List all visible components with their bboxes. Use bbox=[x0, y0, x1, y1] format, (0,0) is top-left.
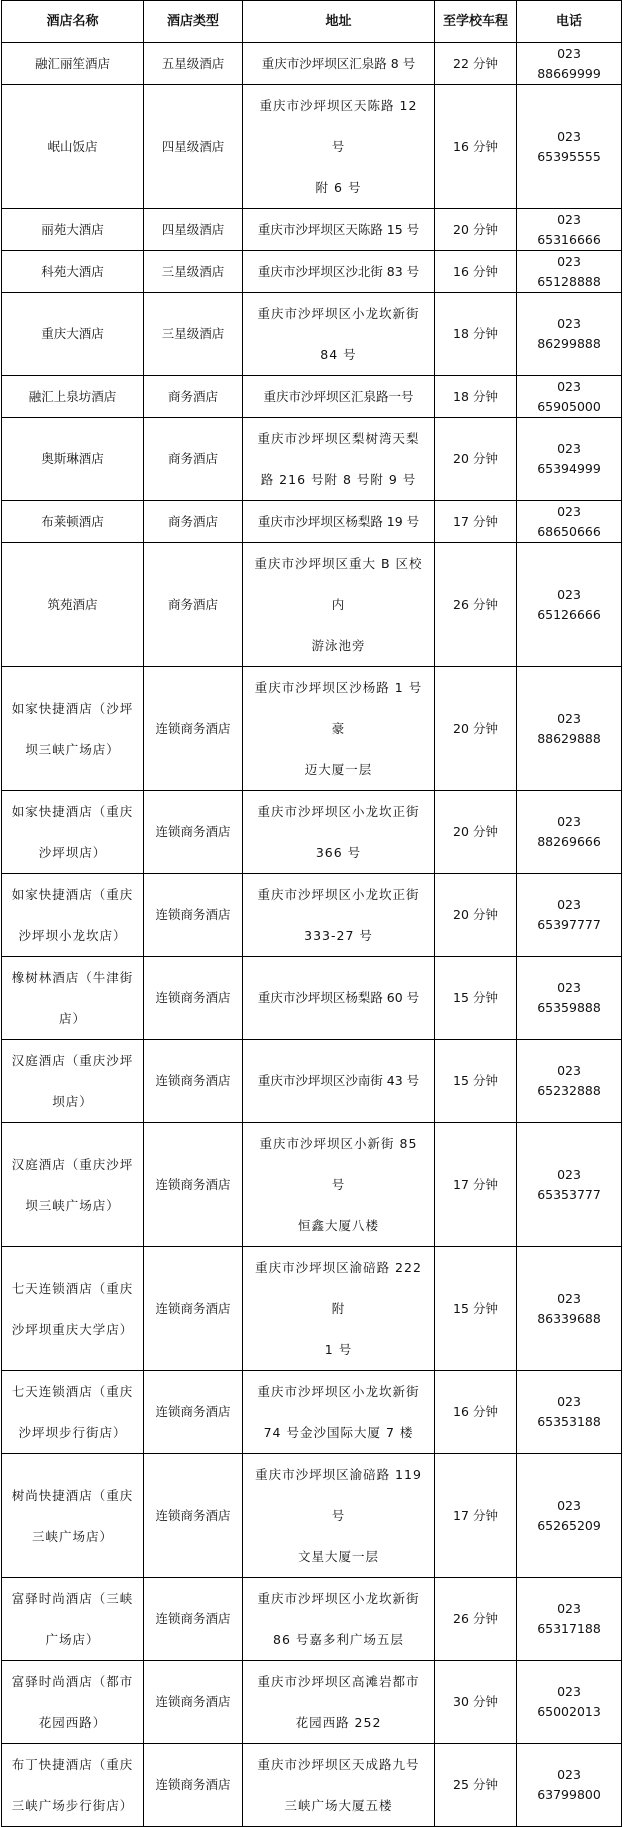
travel-time bbox=[435, 209, 517, 251]
hotel-name bbox=[2, 667, 144, 791]
phone-line: 023 65905000 bbox=[537, 378, 601, 414]
hotel-name-line: 沙坪坝店） bbox=[38, 845, 107, 860]
hotel-type bbox=[144, 85, 243, 209]
hotel-name bbox=[2, 1661, 144, 1744]
table-row bbox=[2, 376, 622, 418]
hotel-name bbox=[2, 293, 144, 376]
hotel-name-line: 重庆大酒店 bbox=[41, 326, 104, 341]
travel-time-line: 22 分钟 bbox=[453, 55, 498, 71]
hotel-type-line: 商务酒店 bbox=[167, 596, 218, 612]
table-row bbox=[2, 418, 622, 501]
hotel-name-line: 沙坪坝重庆大学店） bbox=[11, 1321, 134, 1337]
header-name: 酒店名称 bbox=[2, 1, 144, 43]
travel-time bbox=[435, 1123, 517, 1247]
hotel-name-line: 花园西路） bbox=[38, 1715, 107, 1730]
hotel-name-line: 汉庭酒店（重庆沙坪 bbox=[11, 1053, 134, 1068]
phone bbox=[517, 1578, 622, 1661]
hotel-address-line: 重庆市沙坪坝区汇泉路 8 号 bbox=[261, 55, 416, 71]
travel-time-line: 15 分钟 bbox=[453, 1300, 498, 1316]
hotel-name bbox=[2, 43, 144, 85]
travel-time-line: 17 分钟 bbox=[453, 1176, 498, 1192]
phone-line: 023 65128888 bbox=[537, 253, 601, 289]
hotel-type-line: 连锁商务酒店 bbox=[155, 720, 231, 736]
phone-line: 023 86299888 bbox=[537, 316, 601, 351]
hotel-name-line: 奥斯琳酒店 bbox=[41, 451, 104, 466]
hotel-address-line: 花园西路 252 bbox=[295, 1715, 382, 1730]
header-type: 酒店类型 bbox=[144, 1, 243, 43]
hotel-address-line: 路 216 号附 8 号附 9 号 bbox=[260, 472, 417, 487]
hotel-type bbox=[144, 1371, 243, 1454]
hotel-name bbox=[2, 957, 144, 1040]
travel-time-line: 20 分钟 bbox=[453, 221, 498, 237]
hotel-type bbox=[144, 1040, 243, 1123]
travel-time bbox=[435, 543, 517, 667]
hotel-address-line: 恒鑫大厦八楼 bbox=[297, 1218, 379, 1233]
hotel-address-line: 重庆市沙坪坝区沙南街 43 号 bbox=[257, 1073, 420, 1088]
phone bbox=[517, 1371, 622, 1454]
travel-time-line: 20 分钟 bbox=[453, 451, 498, 466]
hotel-type bbox=[144, 376, 243, 418]
phone bbox=[517, 43, 622, 85]
travel-time bbox=[435, 667, 517, 791]
hotel-address-line: 重庆市沙坪坝区天陈路 15 号 bbox=[257, 221, 420, 237]
table-row bbox=[2, 791, 622, 874]
phone bbox=[517, 874, 622, 957]
hotel-type-line: 连锁商务酒店 bbox=[155, 824, 231, 839]
hotel-address-line: 重庆市沙坪坝区天陈路 12 号 bbox=[259, 98, 418, 154]
hotel-type-line: 商务酒店 bbox=[167, 451, 218, 466]
phone-line: 023 65397777 bbox=[537, 897, 601, 932]
travel-time-line: 16 分钟 bbox=[453, 263, 498, 279]
hotel-address-line: 重庆市沙坪坝区渝碚路 119 号 bbox=[255, 1467, 422, 1523]
travel-time-line: 17 分钟 bbox=[453, 513, 498, 529]
hotel-address-line: 重庆市沙坪坝区杨梨路 60 号 bbox=[257, 990, 420, 1005]
hotel-name-line: 广场店） bbox=[45, 1632, 100, 1647]
hotel-name-line: 如家快捷酒店（重庆 bbox=[11, 887, 134, 902]
hotel-type-line: 五星级酒店 bbox=[161, 55, 225, 71]
hotel-address bbox=[243, 251, 435, 293]
hotel-address bbox=[243, 957, 435, 1040]
hotel-type-line: 连锁商务酒店 bbox=[155, 1176, 231, 1192]
hotel-name-line: 坝店） bbox=[52, 1094, 93, 1109]
phone-line: 023 65265209 bbox=[537, 1497, 601, 1533]
hotel-address-line: 86 号嘉多利广场五层 bbox=[273, 1632, 404, 1647]
travel-time-line: 17 分钟 bbox=[453, 1507, 498, 1523]
table-row bbox=[2, 1578, 622, 1661]
phone bbox=[517, 543, 622, 667]
hotel-name-line: 七天连锁酒店（重庆 bbox=[11, 1280, 134, 1296]
hotel-address bbox=[243, 667, 435, 791]
travel-time-line: 25 分钟 bbox=[453, 1777, 498, 1792]
hotel-type bbox=[144, 1247, 243, 1371]
hotel-type bbox=[144, 1661, 243, 1744]
hotel-type bbox=[144, 43, 243, 85]
hotel-type bbox=[144, 209, 243, 251]
hotel-name-line: 丽苑大酒店 bbox=[41, 221, 104, 237]
hotel-name-line: 坝三峡广场店） bbox=[25, 741, 120, 757]
phone-line: 023 65232888 bbox=[537, 1063, 601, 1098]
phone bbox=[517, 1454, 622, 1578]
phone-line: 023 63799800 bbox=[537, 1767, 601, 1802]
table-row bbox=[2, 501, 622, 543]
hotel-address bbox=[243, 1578, 435, 1661]
hotel-type bbox=[144, 1744, 243, 1827]
phone bbox=[517, 1247, 622, 1371]
hotel-address-line: 1 号 bbox=[324, 1342, 353, 1357]
hotel-address-line: 重庆市沙坪坝区小龙坎新街 bbox=[257, 1591, 420, 1606]
hotel-type-line: 连锁商务酒店 bbox=[155, 1777, 231, 1792]
header-row bbox=[2, 1, 622, 43]
phone-line: 023 65002013 bbox=[537, 1684, 601, 1719]
hotel-name-line: 融汇上泉坊酒店 bbox=[28, 388, 117, 404]
phone-line: 023 65394999 bbox=[537, 441, 601, 476]
hotel-address bbox=[243, 1454, 435, 1578]
travel-time-line: 18 分钟 bbox=[453, 326, 498, 341]
travel-time bbox=[435, 957, 517, 1040]
hotel-address-line: 迈大厦一层 bbox=[304, 762, 373, 777]
travel-time-line: 26 分钟 bbox=[453, 596, 498, 612]
hotel-address bbox=[243, 1744, 435, 1827]
travel-time-line: 16 分钟 bbox=[453, 1404, 498, 1419]
hotel-address-line: 重庆市沙坪坝区小新街 85 号 bbox=[259, 1136, 418, 1192]
hotel-type bbox=[144, 874, 243, 957]
travel-time-line: 20 分钟 bbox=[453, 824, 498, 839]
hotel-type-line: 商务酒店 bbox=[167, 513, 218, 529]
travel-time bbox=[435, 1578, 517, 1661]
table-row bbox=[2, 1744, 622, 1827]
hotel-address-line: 84 号 bbox=[320, 347, 357, 362]
hotel-name-line: 如家快捷酒店（重庆 bbox=[11, 804, 134, 819]
hotel-name bbox=[2, 874, 144, 957]
table-row bbox=[2, 85, 622, 209]
hotel-address-line: 重庆市沙坪坝区小龙坎新街 bbox=[257, 1384, 420, 1399]
phone bbox=[517, 501, 622, 543]
table-row bbox=[2, 543, 622, 667]
hotel-address bbox=[243, 501, 435, 543]
hotel-address bbox=[243, 1661, 435, 1744]
hotel-name-line: 富驿时尚酒店（三峡 bbox=[11, 1591, 134, 1606]
table-row bbox=[2, 251, 622, 293]
hotel-type-line: 四星级酒店 bbox=[161, 221, 225, 237]
hotel-type bbox=[144, 1578, 243, 1661]
hotel-type-line: 连锁商务酒店 bbox=[155, 1300, 231, 1316]
hotel-name bbox=[2, 418, 144, 501]
hotel-name-line: 沙坪坝小龙坎店） bbox=[18, 928, 127, 943]
hotel-address-line: 重庆市沙坪坝区天成路九号 bbox=[257, 1757, 420, 1772]
hotel-type bbox=[144, 501, 243, 543]
phone bbox=[517, 85, 622, 209]
hotel-address-line: 重庆市沙坪坝区汇泉路一号 bbox=[263, 388, 414, 404]
hotel-address-line: 重庆市沙坪坝区梨树湾天梨 bbox=[257, 431, 420, 446]
travel-time-line: 15 分钟 bbox=[453, 990, 498, 1005]
phone bbox=[517, 957, 622, 1040]
phone-line: 023 88269666 bbox=[537, 814, 601, 849]
hotel-address-line: 重庆市沙坪坝区小龙坎新街 bbox=[257, 306, 420, 321]
hotel-address-line: 重庆市沙坪坝区高滩岩都市 bbox=[257, 1674, 420, 1689]
hotel-address bbox=[243, 1123, 435, 1247]
travel-time bbox=[435, 1454, 517, 1578]
table-row bbox=[2, 957, 622, 1040]
travel-time bbox=[435, 1371, 517, 1454]
hotel-name bbox=[2, 1578, 144, 1661]
hotel-name-line: 橡树林酒店（牛津街 bbox=[11, 970, 134, 985]
hotel-address-line: 重庆市沙坪坝区杨梨路 19 号 bbox=[257, 513, 420, 529]
hotel-type-line: 三星级酒店 bbox=[161, 326, 225, 341]
hotel-name-line: 三峡广场店） bbox=[31, 1528, 113, 1544]
hotel-name-line: 科苑大酒店 bbox=[41, 263, 104, 279]
hotel-name-line: 如家快捷酒店（沙坪 bbox=[11, 700, 134, 716]
phone-line: 023 65395555 bbox=[537, 128, 601, 164]
travel-time bbox=[435, 251, 517, 293]
table-row bbox=[2, 209, 622, 251]
hotel-name-line: 富驿时尚酒店（都市 bbox=[11, 1674, 134, 1689]
hotel-name-line: 筑苑酒店 bbox=[47, 596, 98, 612]
hotel-name bbox=[2, 1247, 144, 1371]
table-row bbox=[2, 1123, 622, 1247]
hotel-type-line: 商务酒店 bbox=[167, 388, 218, 404]
hotel-address-line: 重庆市沙坪坝区重大 B 区校内 bbox=[254, 556, 423, 612]
travel-time bbox=[435, 43, 517, 85]
hotel-name bbox=[2, 376, 144, 418]
travel-time bbox=[435, 85, 517, 209]
travel-time bbox=[435, 1247, 517, 1371]
travel-time-line: 20 分钟 bbox=[453, 720, 498, 736]
hotel-name-line: 店） bbox=[58, 1011, 86, 1026]
table-row bbox=[2, 874, 622, 957]
header-address: 地址 bbox=[243, 1, 435, 43]
hotel-address bbox=[243, 1040, 435, 1123]
travel-time-line: 15 分钟 bbox=[453, 1073, 498, 1088]
hotel-address bbox=[243, 1371, 435, 1454]
hotel-address-line: 366 号 bbox=[315, 845, 362, 860]
travel-time-line: 26 分钟 bbox=[453, 1611, 498, 1626]
hotel-address-line: 重庆市沙坪坝区渝碚路 222 附 bbox=[255, 1260, 422, 1316]
hotel-name-line: 坝三峡广场店） bbox=[25, 1197, 120, 1213]
phone bbox=[517, 1123, 622, 1247]
table-row bbox=[2, 1661, 622, 1744]
hotel-type bbox=[144, 543, 243, 667]
hotel-table bbox=[1, 0, 622, 1827]
phone-line: 023 65316666 bbox=[537, 211, 601, 247]
hotel-name bbox=[2, 791, 144, 874]
hotel-address-line: 重庆市沙坪坝区小龙坎正街 bbox=[257, 804, 420, 819]
hotel-type-line: 三星级酒店 bbox=[161, 263, 225, 279]
hotel-address bbox=[243, 85, 435, 209]
hotel-name-line: 布丁快捷酒店（重庆 bbox=[11, 1757, 134, 1772]
hotel-name-line: 七天连锁酒店（重庆 bbox=[11, 1384, 134, 1399]
travel-time bbox=[435, 293, 517, 376]
phone-line: 023 88629888 bbox=[537, 710, 601, 746]
table-row bbox=[2, 667, 622, 791]
travel-time-line: 16 分钟 bbox=[453, 138, 498, 154]
hotel-address-line: 333-27 号 bbox=[304, 928, 373, 943]
phone-line: 023 86339688 bbox=[537, 1290, 601, 1326]
hotel-type bbox=[144, 418, 243, 501]
hotel-name bbox=[2, 85, 144, 209]
hotel-address-line: 游泳池旁 bbox=[311, 638, 366, 653]
hotel-address-line: 附 6 号 bbox=[315, 180, 362, 195]
table-row bbox=[2, 1371, 622, 1454]
table-row bbox=[2, 43, 622, 85]
phone-line: 023 65317188 bbox=[537, 1601, 601, 1636]
phone-line: 023 68650666 bbox=[537, 503, 601, 539]
hotel-address-line: 重庆市沙坪坝区沙北街 83 号 bbox=[257, 263, 420, 279]
header-phone: 电话 bbox=[517, 1, 622, 43]
hotel-type-line: 连锁商务酒店 bbox=[155, 1611, 231, 1626]
travel-time-line: 18 分钟 bbox=[453, 388, 498, 404]
hotel-type bbox=[144, 791, 243, 874]
phone bbox=[517, 251, 622, 293]
travel-time bbox=[435, 1661, 517, 1744]
phone-line: 023 65359888 bbox=[537, 980, 601, 1015]
phone-line: 023 65353777 bbox=[537, 1166, 601, 1202]
hotel-type-line: 连锁商务酒店 bbox=[155, 1073, 231, 1088]
hotel-type-line: 连锁商务酒店 bbox=[155, 990, 231, 1005]
hotel-address-line: 文星大厦一层 bbox=[297, 1549, 379, 1564]
hotel-name-line: 汉庭酒店（重庆沙坪 bbox=[11, 1156, 134, 1172]
hotel-address bbox=[243, 1247, 435, 1371]
hotel-type-line: 连锁商务酒店 bbox=[155, 1694, 231, 1709]
hotel-name-line: 沙坪坝步行街店） bbox=[18, 1425, 127, 1440]
phone bbox=[517, 1040, 622, 1123]
hotel-name-line: 三峡广场步行街店） bbox=[11, 1798, 134, 1813]
hotel-address bbox=[243, 791, 435, 874]
hotel-type bbox=[144, 667, 243, 791]
travel-time bbox=[435, 376, 517, 418]
hotel-type-line: 连锁商务酒店 bbox=[155, 1507, 231, 1523]
hotel-name bbox=[2, 543, 144, 667]
hotel-address bbox=[243, 874, 435, 957]
table-row bbox=[2, 1040, 622, 1123]
phone bbox=[517, 791, 622, 874]
phone bbox=[517, 1661, 622, 1744]
hotel-type bbox=[144, 293, 243, 376]
hotel-name bbox=[2, 1040, 144, 1123]
hotel-address bbox=[243, 293, 435, 376]
phone-line: 023 65126666 bbox=[537, 586, 601, 622]
travel-time-line: 20 分钟 bbox=[453, 907, 498, 922]
hotel-address bbox=[243, 543, 435, 667]
hotel-address bbox=[243, 376, 435, 418]
phone-line: 023 88669999 bbox=[537, 45, 601, 81]
hotel-type-line: 连锁商务酒店 bbox=[155, 907, 231, 922]
hotel-type bbox=[144, 957, 243, 1040]
travel-time bbox=[435, 791, 517, 874]
phone bbox=[517, 209, 622, 251]
travel-time bbox=[435, 418, 517, 501]
phone bbox=[517, 418, 622, 501]
phone bbox=[517, 376, 622, 418]
phone bbox=[517, 293, 622, 376]
hotel-type bbox=[144, 1454, 243, 1578]
travel-time bbox=[435, 1040, 517, 1123]
hotel-address-line: 重庆市沙坪坝区小龙坎正街 bbox=[257, 887, 420, 902]
hotel-address-line: 三峡广场大厦五楼 bbox=[284, 1798, 393, 1813]
hotel-name-line: 岷山饭店 bbox=[47, 138, 98, 154]
hotel-address bbox=[243, 418, 435, 501]
hotel-type bbox=[144, 1123, 243, 1247]
travel-time bbox=[435, 1744, 517, 1827]
hotel-address bbox=[243, 43, 435, 85]
phone bbox=[517, 667, 622, 791]
table-row bbox=[2, 1247, 622, 1371]
hotel-name bbox=[2, 1123, 144, 1247]
hotel-address-line: 重庆市沙坪坝区沙杨路 1 号豪 bbox=[254, 680, 423, 736]
hotel-name bbox=[2, 251, 144, 293]
hotel-address-line: 74 号金沙国际大厦 7 楼 bbox=[263, 1425, 414, 1440]
hotel-type bbox=[144, 251, 243, 293]
hotel-name-line: 布莱顿酒店 bbox=[41, 513, 104, 529]
phone-line: 023 65353188 bbox=[537, 1394, 601, 1429]
hotel-name bbox=[2, 209, 144, 251]
hotel-name bbox=[2, 501, 144, 543]
table-row bbox=[2, 293, 622, 376]
hotel-name-line: 树尚快捷酒店（重庆 bbox=[11, 1487, 134, 1503]
hotel-type-line: 四星级酒店 bbox=[161, 138, 225, 154]
hotel-name-line: 融汇丽笙酒店 bbox=[34, 55, 110, 71]
hotel-address bbox=[243, 209, 435, 251]
hotel-name bbox=[2, 1371, 144, 1454]
hotel-type-line: 连锁商务酒店 bbox=[155, 1404, 231, 1419]
travel-time bbox=[435, 874, 517, 957]
hotel-name bbox=[2, 1744, 144, 1827]
hotel-name bbox=[2, 1454, 144, 1578]
header-travel-time: 至学校车程 bbox=[435, 1, 517, 43]
travel-time-line: 30 分钟 bbox=[453, 1694, 498, 1709]
travel-time bbox=[435, 501, 517, 543]
phone bbox=[517, 1744, 622, 1827]
table-row bbox=[2, 1454, 622, 1578]
